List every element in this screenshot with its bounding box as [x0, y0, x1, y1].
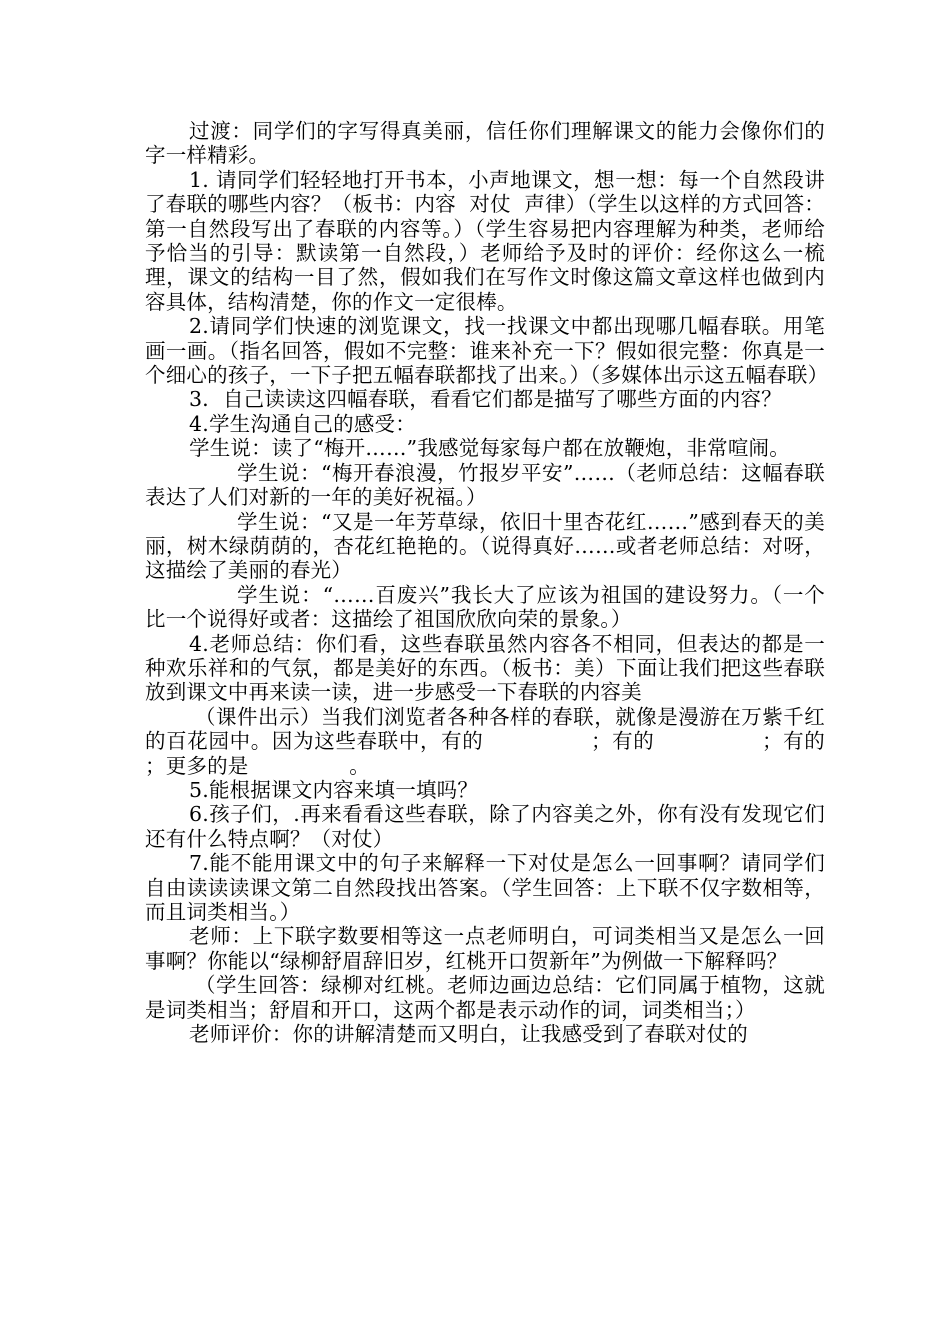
paragraph-student-answer: （学生回答：绿柳对红桃。老师边画边总结：它们同属于植物，这就是词类相当；舒眉和开口，这两个都是表示动作的词，词类相当；）: [145, 973, 825, 1022]
paragraph-step-3: 3．自己读读这四幅春联，看看它们都是描写了哪些方面的内容？: [189, 387, 782, 412]
paragraph-student-4: 学生说：“……百废兴”我长大了应该为祖国的建设努力。（一个比一个说得好或者：这描绘了祖国欣欣向荣的景象。）: [145, 582, 825, 632]
paragraph-step-4: 4.学生沟通自己的感受：: [189, 411, 416, 436]
paragraph-step-1: 1. 请同学们轻轻地打开书本，小声地课文，想一想：每一个自然段讲了春联的哪些内容？（板书：内容 对仗 声律）（学生以这样的方式回答：第一自然段写出了春联的内容等。）（学生容易把内容理解为种类，老师给予恰当的引导：默读第一自然段，）老师给予及时的评价：经你这么一梳理，课文的结构一目了然，假如我们在写作文时像这篇文章这样也做到内容具体，结构清楚，你的作文一定很棒。: [145, 167, 825, 314]
paragraph-step-5: 5.能根据课文内容来填一填吗？: [189, 777, 479, 802]
paragraph-teacher-evaluation: 老师评价：你的讲解清楚而又明白，让我感受到了春联对仗的: [189, 1022, 748, 1047]
paragraph-teacher-question: 老师：上下联字数要相等这一点老师明白，可词类相当又是怎么一回事啊？你能以“绿柳舒眉辞旧岁，红桃开口贺新年”为例做一下解释吗？: [145, 924, 825, 973]
document-page: [145, 119, 926, 1047]
paragraph-fill-blank: （课件出示）当我们浏览者各种各样的春联，就像是漫游在万紫千红的百花园中。因为这些春联中，有的 ；有的 ；有的 ；更多的是 。: [145, 704, 926, 778]
paragraph-student-2: 学生说：“梅开春浪漫，竹报岁平安”……（老师总结：这幅春联表达了人们对新的一年的美好祝福。）: [145, 460, 825, 510]
paragraph-student-1: 学生说：读了“梅开……”我感觉每家每户都在放鞭炮，非常喧闹。: [189, 436, 790, 461]
paragraph-transition: 过渡：同学们的字写得真美丽，信任你们理解课文的能力会像你们的字一样精彩。: [145, 119, 825, 168]
paragraph-step-2: 2.请同学们快速的浏览课文，找一找课文中都出现哪几幅春联。用笔画一画。（指名回答，假如不完整：谁来补充一下？假如很完整：你真是一个细心的孩子，一下子把五幅春联都找了出来。）（多媒体出示这五幅春联）: [145, 314, 829, 388]
paragraph-teacher-summary: 4.老师总结：你们看，这些春联虽然内容各不相同，但表达的都是一种欢乐祥和的气氛，都是美好的东西。（板书：美）下面让我们把这些春联放到课文中再来读一读，进一步感受一下春联的内容美: [145, 631, 825, 705]
paragraph-step-6: 6.孩子们，.再来看看这些春联，除了内容美之外，你有没有发现它们还有什么特点啊？（对仗）: [145, 802, 825, 851]
paragraph-student-3: 学生说：“又是一年芳草绿，依旧十里杏花红……”感到春天的美丽，树木绿荫荫的，杏花红艳艳的。（说得真好……或者老师总结：对呀，这描绘了美丽的春光）: [145, 509, 825, 583]
paragraph-step-7: 7.能不能用课文中的句子来解释一下对仗是怎么一回事啊？请同学们自由读读读课文第二自然段找出答案。（学生回答：上下联不仅字数相等，而且词类相当。）: [145, 851, 825, 924]
